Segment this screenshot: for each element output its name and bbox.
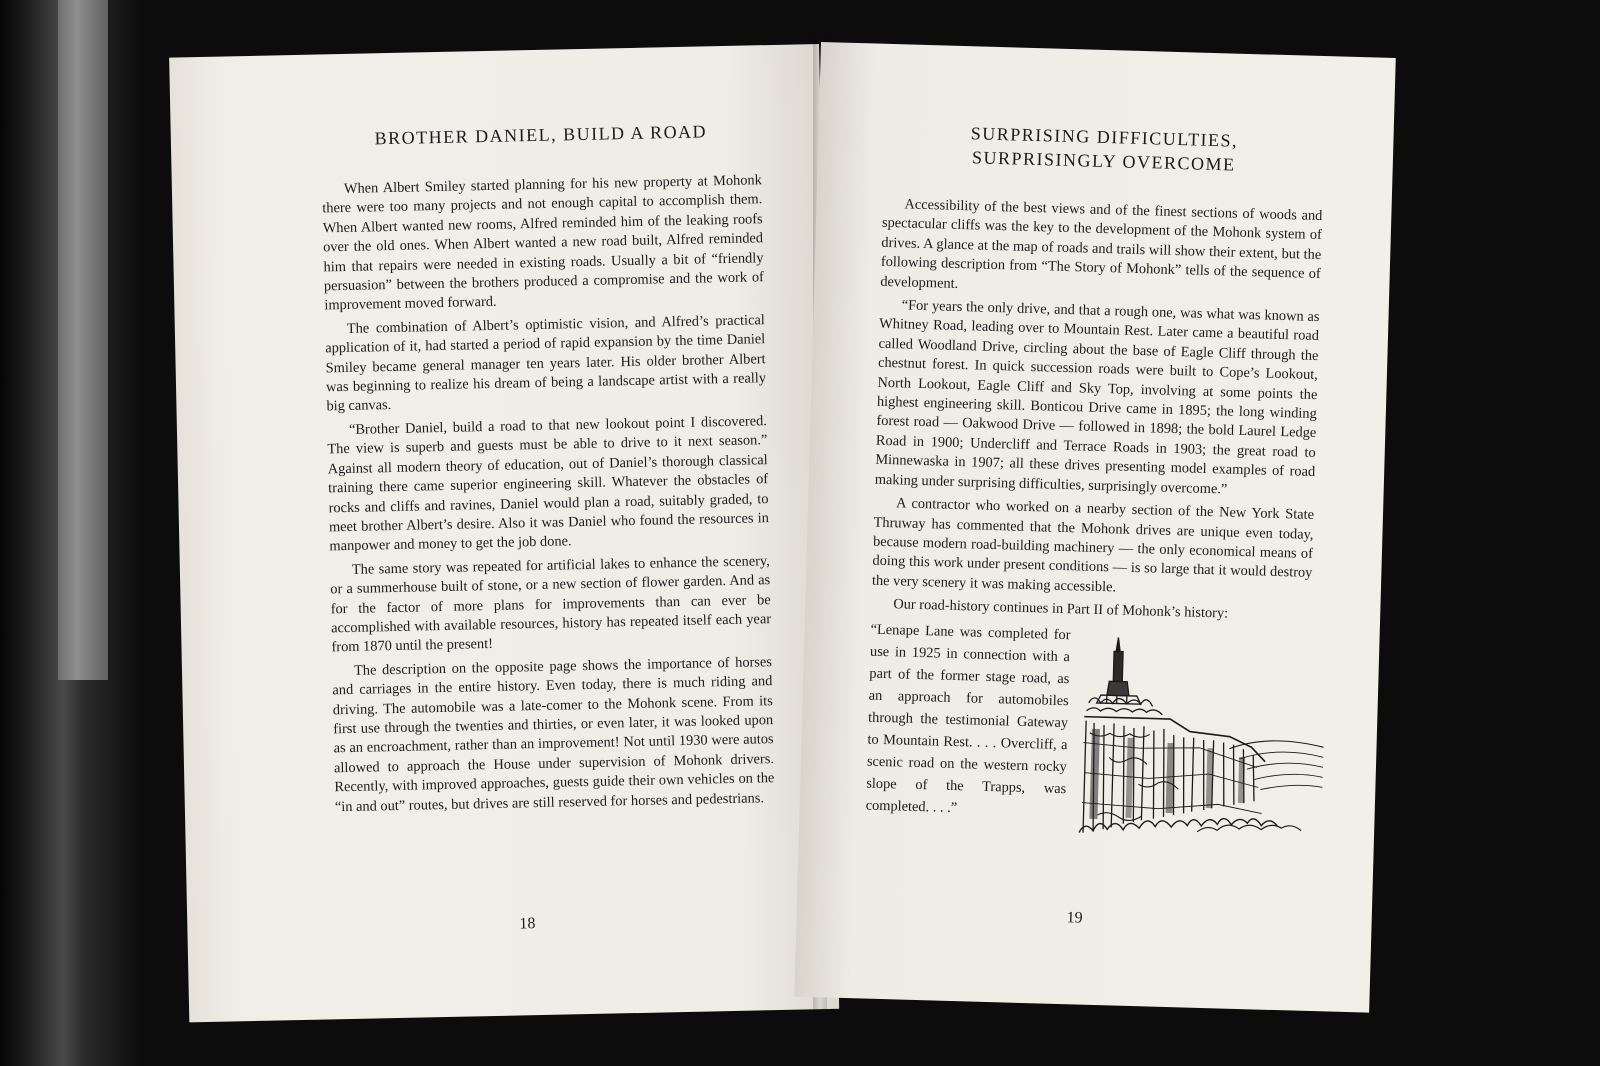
right-heading-line-2: SURPRISINGLY OVERCOME bbox=[971, 147, 1236, 175]
right-paragraph-2: “For years the only drive, and that a rough one, was what was known as Whitney Road, leading over to Mountain Rest. Later came a beautiful road called Woodland Drive, circling about the base of Eagle Cliff through the chestnut forest. In quick succession roads were built to Cope’s Lookout, North Lookout, Eagle Cliff and Sky Top, involving at some points the highest engineering skill. Bonticou Drive came in 1895; the long winding forest road — Oakwood Drive — followed in 1898; the bold Laurel Ledge Road in 1900; Undercliff and Terrace Roads in 1903; the great road to Minnewaska in 1907; all these drives presenting model examples of road making under surprising difficulties, surprisingly overcome.” bbox=[874, 297, 1320, 498]
left-paragraph-4: The same story was repeated for artificial lakes to enhance the scenery, or a summerhouse built of stone, or a new section of flower garden. And as for the factor of more plans for improvements than can ever be accomplished with available resources, history has repeated itself each year from 1870 until the present! bbox=[330, 552, 772, 656]
right-paragraph-1: Accessibility of the best views and of the finest sections of woods and spectacular cliffs was the key to the development of the Mohonk system of drives. A glance at the map of roads and trails will show their extent, but the following description from “The Story of Mohonk” tells of the sequence of development. bbox=[880, 196, 1323, 292]
left-page-body bbox=[322, 171, 775, 817]
right-paragraph-4: Our road-history continues in Part II of Mohonk’s history: bbox=[893, 596, 1229, 622]
left-page-number: 18 bbox=[519, 915, 536, 933]
left-page-heading: BROTHER DANIEL, BUILD A ROAD bbox=[374, 121, 708, 149]
open-book bbox=[165, 14, 1427, 1014]
right-page-body bbox=[871, 195, 1323, 627]
right-page-content bbox=[865, 119, 1325, 851]
left-page bbox=[169, 44, 839, 1022]
left-paragraph-2: The combination of Albert’s optimistic vision, and Alfred’s practical application of it, had started a period of rapid expansion by the time Daniel Smiley became general manager ten years later. His older brother Albert was beginning to realize his dream of being a landscape artist with a really big canvas. bbox=[325, 312, 767, 415]
right-page-heading bbox=[884, 119, 1325, 179]
right-paragraph-3: A contractor who worked on a nearby section of the New York State Thruway has commented that the Mohonk drives are unique even today, because modern road-building machinery — the only economical means of doing this work under present conditions — is so large that it would destroy the very scenery it was making accessible. bbox=[871, 495, 1315, 596]
right-heading-line-1: SURPRISING DIFFICULTIES, bbox=[970, 123, 1239, 151]
quote-with-illustration bbox=[865, 618, 1311, 850]
binder-highlight bbox=[58, 0, 108, 680]
road-history-quote: “Lenape Lane was completed for use in 1925 in connection with a part of the former stage road, as an approach for automobiles through the testimonial Gateway to Mountain Rest. . . . Overcliff, a scenic road on the western rocky slope of the Trapps, was completed. . . .” bbox=[865, 621, 1071, 816]
cliff-tower-illustration bbox=[1077, 632, 1328, 849]
binder-spine bbox=[0, 0, 140, 1066]
quote-text-block bbox=[865, 618, 1070, 822]
right-page bbox=[794, 42, 1395, 1013]
left-paragraph-1: When Albert Smiley started planning for his new property at Mohonk there were too many projects and not enough capital to accomplish them. When Albert wanted new rooms, Alfred reminded him of the leaking roofs over the old ones. When Albert wanted a new road built, Alfred reminded him that repairs were needed in existing roads. Usually a bit of “friendly persuasion” between the brothers produced a compromise and the work of improvement moved forward. bbox=[322, 172, 765, 314]
left-paragraph-3: “Brother Daniel, build a road to that new lookout point I discovered. The view is superb and guests must be able to drive to it next season.” Against all modern theory of education, out of Daniel’s thorough classical training there came superior engineering skill. Whatever the obstacles of rocks and cliffs and ravines, Daniel would plan a road, suitably graded, to meet brother Albert’s desire. Also it was Daniel who found the resources in manpower and money to get the job done. bbox=[327, 413, 770, 555]
left-paragraph-5: The description on the opposite page shows the importance of horses and carriages in the entire history. Even today, there is much riding and driving. The automobile was a late-comer to the Mohonk scene. From its first use through the twenties and thirties, or even later, it was looked upon as an encroachment, rather than an improvement! Not until 1930 were autos allowed to approach the House under supervision of Mohonk drivers. Recently, with improved approaches, guests guide their own vehicles on the “in and out” routes, but drives are still reserved for horses and pedestrians. bbox=[332, 653, 775, 815]
right-page-number: 19 bbox=[1066, 909, 1083, 927]
left-page-content bbox=[321, 120, 775, 821]
